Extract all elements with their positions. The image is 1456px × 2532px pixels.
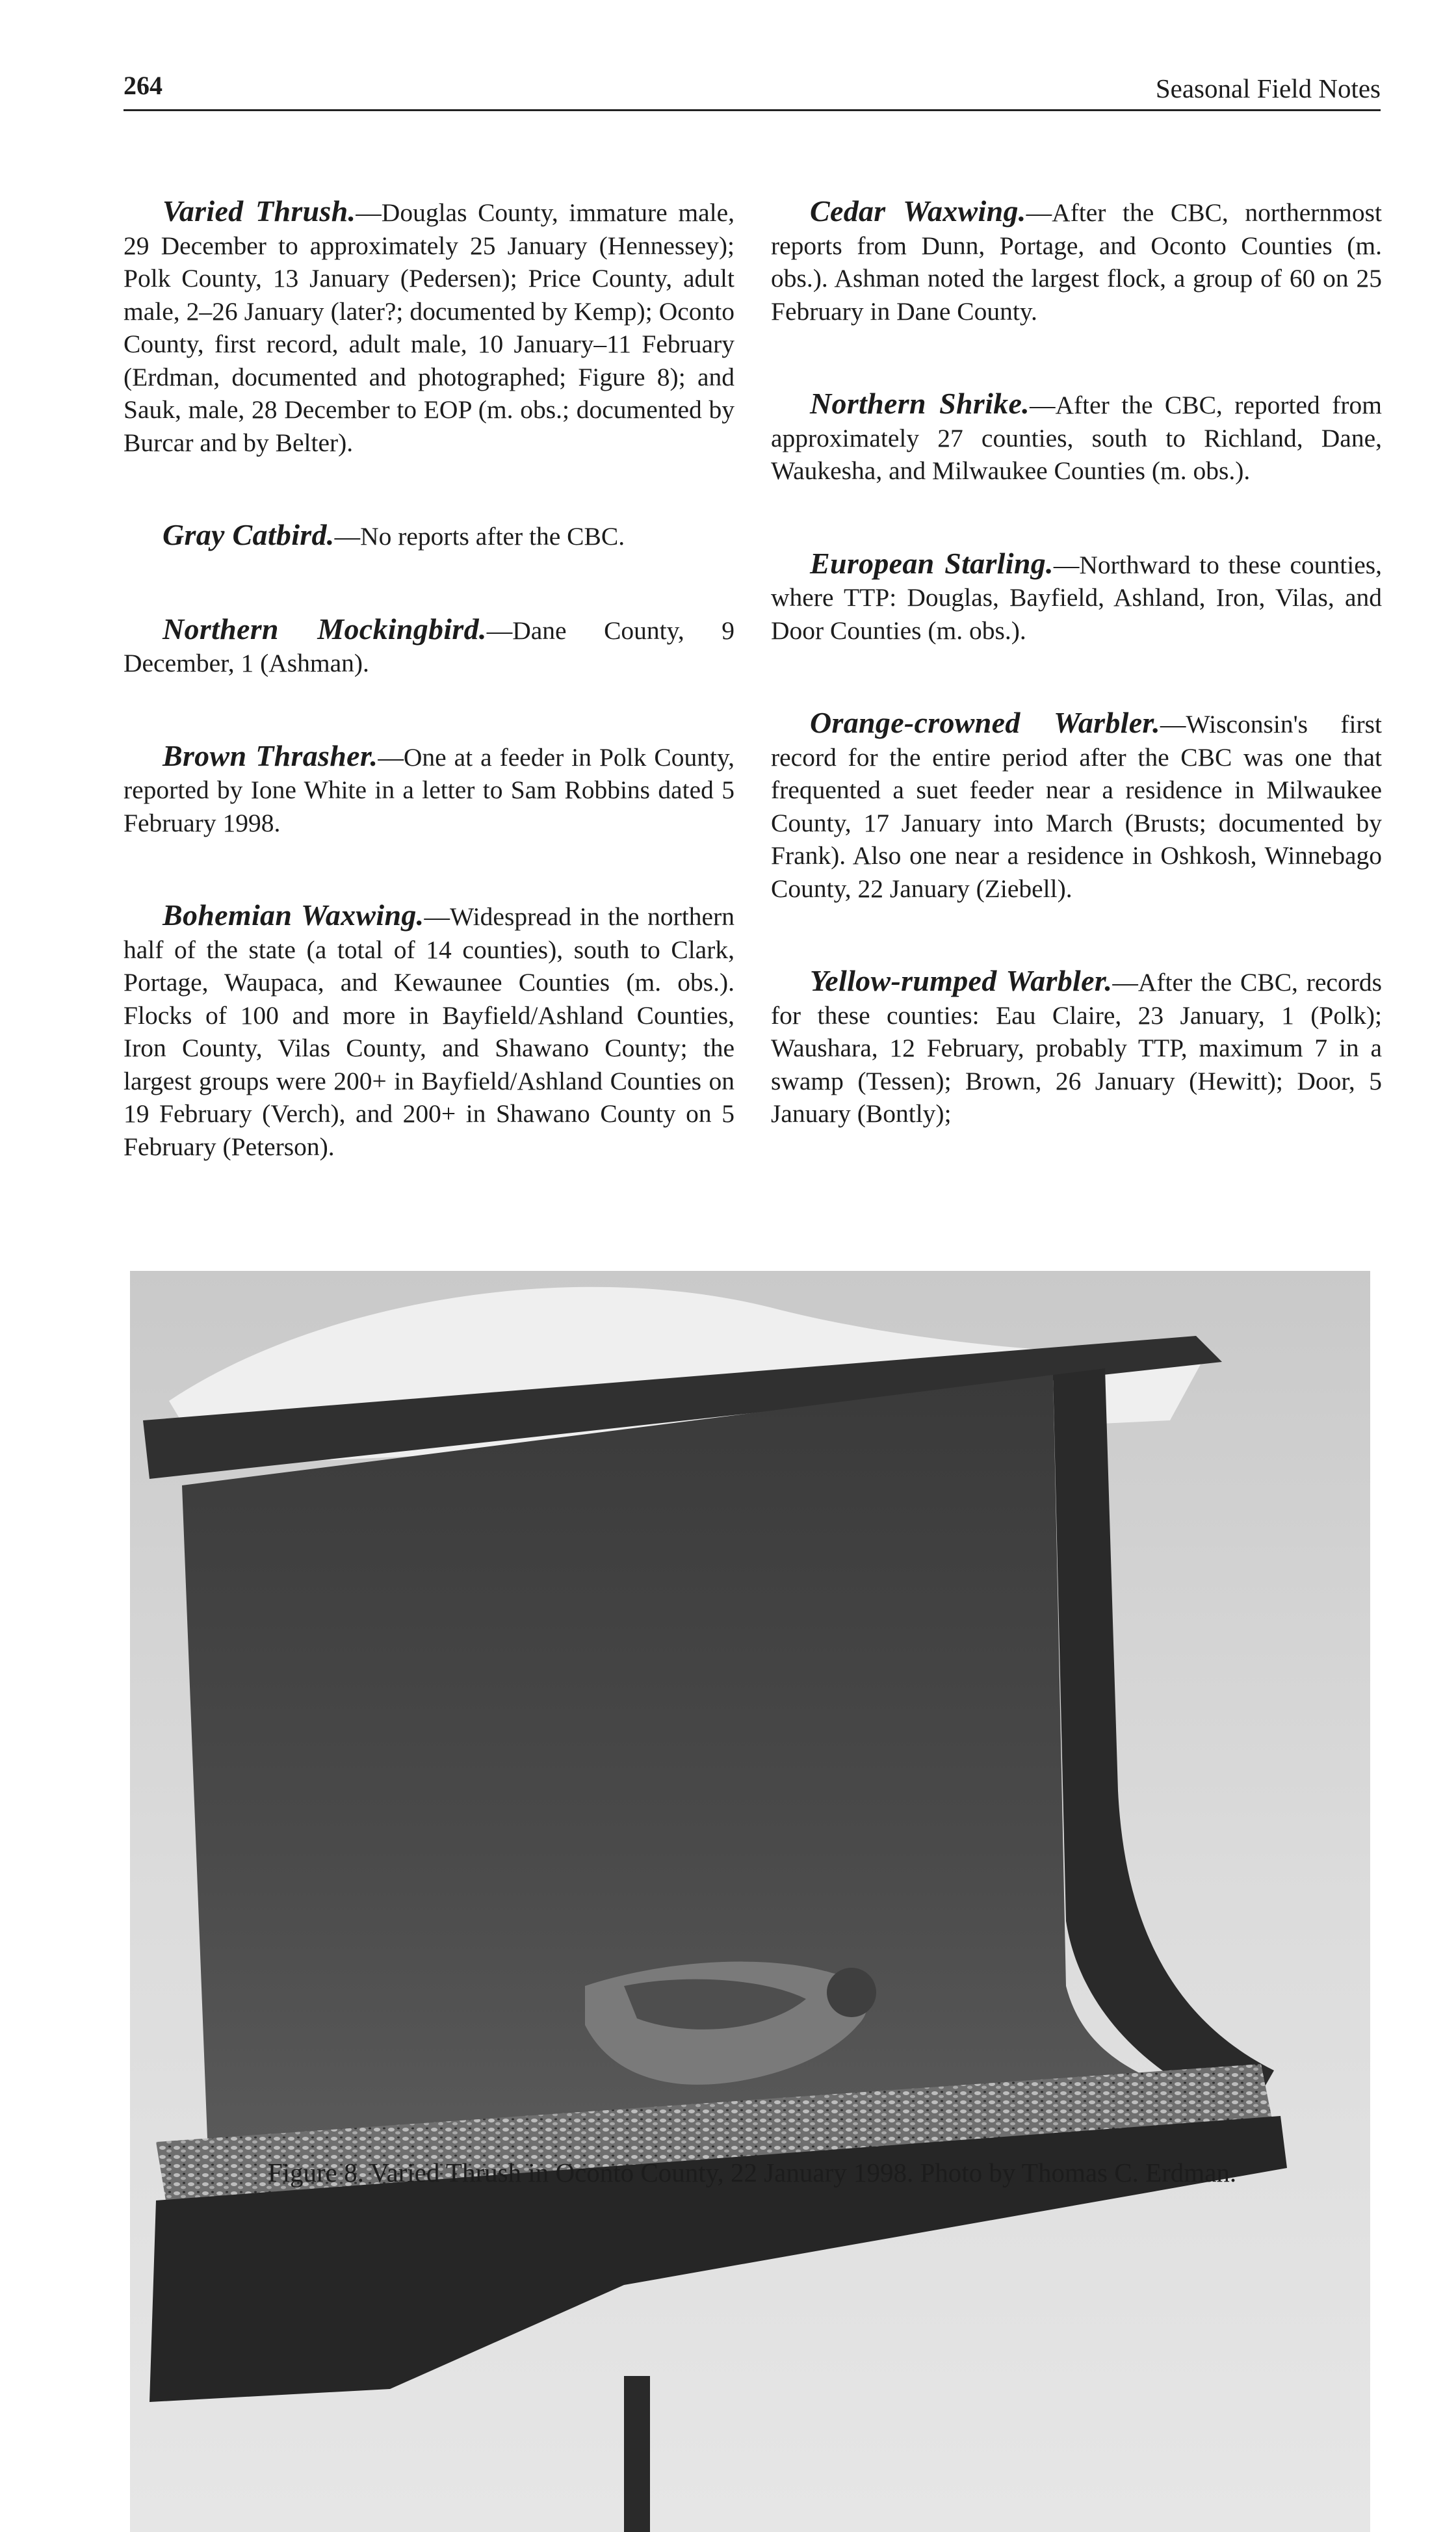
species-name: Northern Mockingbird. (162, 612, 487, 646)
species-name: Gray Catbird. (162, 518, 335, 551)
species-entry (124, 740, 734, 840)
figure-photo (130, 1271, 1370, 2532)
species-text: —Widespread in the northern half of the state (a total of 14 counties), south to Clark, Portage, Waupaca, and Kewaunee Counties (m. obs.). Flocks of 100 and more in Bayfield/Ashland Counties, Iron County, Vilas County, and Shawano County; the largest groups were 200+ in Bayfield/Ashland Counties on 19 February (Verch), and 200+ in Shawano County on 5 February (Peterson). (124, 902, 734, 1161)
species-text: —One at a feeder in Polk County, reported by Ione White in a letter to Sam Robbins dated 5 February 1998. (124, 742, 735, 837)
species-name: Brown Thrasher. (162, 738, 378, 772)
figure-caption: Figure 8. Varied Thrush in Oconto County, 22 January 1998. Photo by Thomas C. Erdman. (267, 2158, 1237, 2187)
species-entry (771, 195, 1382, 328)
feeder-post (624, 2376, 650, 2532)
species-name: Yellow-rumped Warbler. (810, 964, 1113, 997)
page-number: 264 (124, 71, 162, 100)
species-text: —After the CBC, records for these counties: Eau Claire, 23 January, 1 (Polk); Waushara, 12 February, probably TTP, maximum 7 in a swamp (Tessen); Brown, 26 January (Hewitt); Door, 5 January (Bontly); (771, 968, 1382, 1128)
species-name: Varied Thrush. (162, 194, 356, 228)
right-column (771, 195, 1382, 1190)
species-entry (124, 519, 734, 553)
header-rule (124, 109, 1381, 111)
species-entry (771, 965, 1382, 1130)
species-name: Bohemian Waxwing. (162, 898, 424, 932)
species-entry (124, 195, 734, 459)
species-entry (124, 613, 734, 680)
species-name: Cedar Waxwing. (810, 194, 1026, 228)
species-text: —Northward to these counties, where TTP: Douglas, Bayfield, Ashland, Iron, Vilas, and Door Counties (m. obs.). (771, 550, 1382, 645)
species-name: Orange-crowned Warbler. (810, 706, 1160, 739)
species-text: —Douglas County, immature male, 29 December to approximately 25 January (Hennessey); Polk County, 13 January (Pedersen); Price County, adult male, 2–26 January (later?; documented by Kemp); Oconto County, first record, adult male, 10 January–11 February (Erdman, documented and photographed; Figure 8); and Sauk, male, 28 December to EOP (m. obs.; documented by Burcar and by Belter). (124, 198, 734, 457)
species-text: —Dane County, 9 December, 1 (Ashman). (124, 616, 734, 677)
species-entry (771, 547, 1382, 647)
running-title: Seasonal Field Notes (1155, 73, 1381, 103)
species-text: —After the CBC, reported from approximately 27 counties, south to Richland, Dane, Waukesha, and Milwaukee Counties (m. obs.). (771, 391, 1382, 485)
species-entry (124, 899, 734, 1163)
species-name: European Starling. (810, 546, 1054, 580)
species-entry (771, 707, 1382, 905)
bird-feeder-photo (130, 1271, 1370, 2532)
species-name: Northern Shrike. (810, 387, 1030, 420)
species-text: —Wisconsin's first record for the entire period after the CBC was one that frequented a suet feeder near a residence in Milwaukee County, 17 January into March (Brusts; documented by Frank). Also one near a residence in Oshkosh, Winnebago County, 22 January (Ziebell). (771, 710, 1382, 903)
species-text: —No reports after the CBC. (334, 522, 625, 551)
species-text: —After the CBC, northernmost reports from Dunn, Portage, and Oconto Counties (m. obs.). Ashman noted the largest flock, a group of 60 on 25 February in Dane County. (771, 198, 1382, 326)
bird-head (827, 1968, 876, 2017)
left-column (124, 195, 734, 1223)
species-entry (771, 387, 1382, 488)
